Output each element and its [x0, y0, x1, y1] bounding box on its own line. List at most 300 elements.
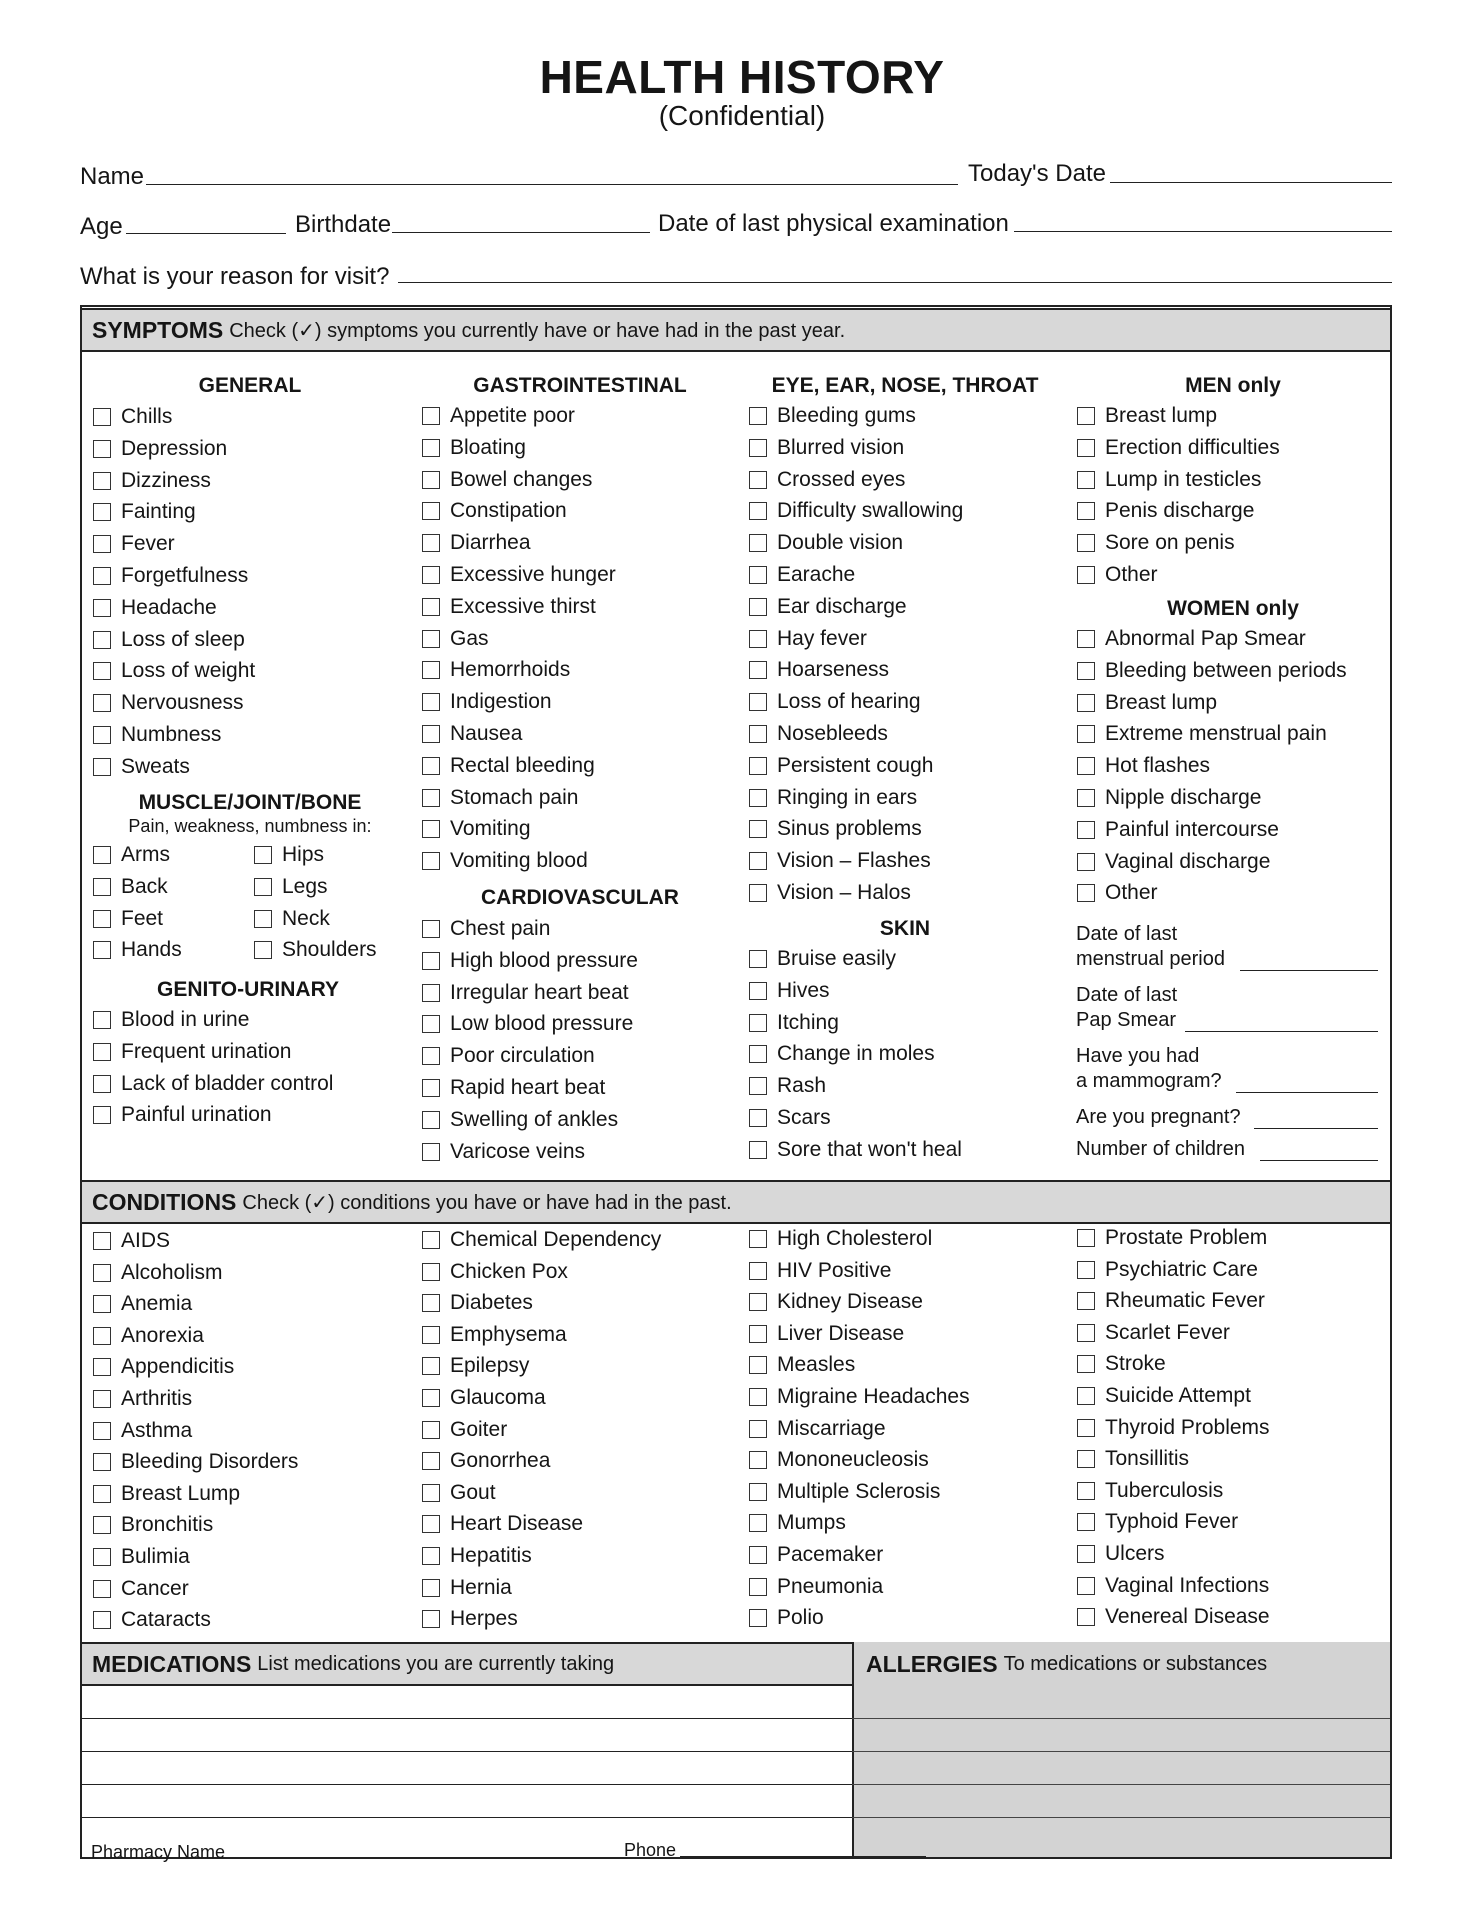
checkbox-box[interactable] [1077, 407, 1095, 425]
symptom-women-other-checkbox[interactable] [1077, 881, 1158, 905]
symptom-frequent-urination-checkbox[interactable] [93, 1040, 291, 1064]
checkbox-box[interactable] [749, 471, 767, 489]
checkbox-box[interactable] [1077, 1387, 1095, 1405]
checkbox-box[interactable] [93, 910, 111, 928]
symptom-persistent-cough-checkbox[interactable] [749, 754, 933, 778]
condition-appendicitis-checkbox[interactable] [93, 1355, 234, 1379]
checkbox-box[interactable] [422, 1515, 440, 1533]
symptom-excessive-hunger-checkbox[interactable] [422, 563, 616, 587]
symptom-blood-in-urine-checkbox[interactable] [93, 1008, 249, 1032]
checkbox-box[interactable] [422, 789, 440, 807]
checkbox-box[interactable] [1077, 630, 1095, 648]
checkbox-box[interactable] [1077, 1577, 1095, 1595]
symptom-hay-fever-checkbox[interactable] [749, 627, 867, 651]
reason-field[interactable] [398, 282, 1392, 283]
condition-measles-checkbox[interactable] [749, 1353, 855, 1377]
condition-anemia-checkbox[interactable] [93, 1292, 192, 1316]
symptom-men-other-checkbox[interactable] [1077, 563, 1158, 587]
condition-pacemaker-checkbox[interactable] [749, 1543, 883, 1567]
checkbox-box[interactable] [422, 920, 440, 938]
symptom-vomiting-checkbox[interactable] [422, 817, 531, 841]
pharmacy-field[interactable] [236, 1858, 618, 1859]
condition-chemical-dependency-checkbox[interactable] [422, 1228, 661, 1252]
checkbox-box[interactable] [422, 471, 440, 489]
medication-line[interactable] [82, 1817, 934, 1818]
checkbox-box[interactable] [93, 1043, 111, 1061]
checkbox-box[interactable] [93, 941, 111, 959]
checkbox-box[interactable] [749, 1230, 767, 1248]
checkbox-box[interactable] [422, 984, 440, 1002]
checkbox-box[interactable] [1077, 1545, 1095, 1563]
checkbox-box[interactable] [1077, 725, 1095, 743]
checkbox-box[interactable] [749, 598, 767, 616]
checkbox-box[interactable] [1077, 1419, 1095, 1437]
symptom-double-vision-checkbox[interactable] [749, 531, 903, 555]
checkbox-box[interactable] [749, 502, 767, 520]
checkbox-box[interactable] [422, 1547, 440, 1565]
allergy-line[interactable] [852, 1784, 1390, 1785]
checkbox-box[interactable] [422, 439, 440, 457]
checkbox-box[interactable] [1077, 789, 1095, 807]
checkbox-box[interactable] [1077, 566, 1095, 584]
checkbox-box[interactable] [93, 846, 111, 864]
children-field[interactable] [1260, 1160, 1378, 1161]
condition-high-cholesterol-checkbox[interactable] [749, 1227, 932, 1251]
checkbox-box[interactable] [1077, 1261, 1095, 1279]
symptom-constipation-checkbox[interactable] [422, 499, 567, 523]
checkbox-box[interactable] [749, 1109, 767, 1127]
checkbox-box[interactable] [749, 1045, 767, 1063]
age-field[interactable] [126, 233, 286, 234]
condition-hernia-checkbox[interactable] [422, 1576, 512, 1600]
symptom-low-blood-pressure-checkbox[interactable] [422, 1012, 633, 1036]
symptom-excessive-thirst-checkbox[interactable] [422, 595, 596, 619]
checkbox-box[interactable] [749, 1609, 767, 1627]
condition-cancer-checkbox[interactable] [93, 1577, 189, 1601]
checkbox-box[interactable] [422, 1263, 440, 1281]
checkbox-box[interactable] [93, 1232, 111, 1250]
condition-alcoholism-checkbox[interactable] [93, 1261, 223, 1285]
checkbox-box[interactable] [422, 502, 440, 520]
condition-hepatitis-checkbox[interactable] [422, 1544, 532, 1568]
checkbox-box[interactable] [422, 1047, 440, 1065]
condition-arthritis-checkbox[interactable] [93, 1387, 192, 1411]
symptom-difficulty-swallowing-checkbox[interactable] [749, 499, 963, 523]
checkbox-box[interactable] [422, 1111, 440, 1129]
checkbox-box[interactable] [1077, 1355, 1095, 1373]
symptom-women-bleeding-between-periods-checkbox[interactable] [1077, 659, 1347, 683]
checkbox-box[interactable] [749, 1514, 767, 1532]
checkbox-box[interactable] [422, 952, 440, 970]
checkbox-box[interactable] [749, 566, 767, 584]
symptom-vision-halos-checkbox[interactable] [749, 881, 911, 905]
checkbox-box[interactable] [422, 1143, 440, 1161]
checkbox-box[interactable] [1077, 534, 1095, 552]
checkbox-box[interactable] [93, 631, 111, 649]
checkbox-box[interactable] [1077, 1608, 1095, 1626]
symptom-women-abnormal-pap-smear-checkbox[interactable] [1077, 627, 1306, 651]
medication-line[interactable] [82, 1718, 934, 1719]
checkbox-box[interactable] [254, 910, 272, 928]
checkbox-box[interactable] [93, 1327, 111, 1345]
phone-field[interactable] [680, 1856, 926, 1857]
checkbox-box[interactable] [422, 1579, 440, 1597]
condition-epilepsy-checkbox[interactable] [422, 1354, 529, 1378]
symptom-lack-of-bladder-control-checkbox[interactable] [93, 1072, 333, 1096]
checkbox-box[interactable] [422, 1389, 440, 1407]
condition-kidney-disease-checkbox[interactable] [749, 1290, 923, 1314]
checkbox-box[interactable] [749, 1483, 767, 1501]
mammogram-field[interactable] [1236, 1092, 1378, 1093]
checkbox-box[interactable] [93, 1611, 111, 1629]
checkbox-box[interactable] [93, 1264, 111, 1282]
checkbox-box[interactable] [749, 725, 767, 743]
condition-anorexia-checkbox[interactable] [93, 1324, 204, 1348]
checkbox-box[interactable] [1077, 853, 1095, 871]
symptom-fainting-checkbox[interactable] [93, 500, 196, 524]
condition-miscarriage-checkbox[interactable] [749, 1417, 886, 1441]
checkbox-box[interactable] [93, 1011, 111, 1029]
checkbox-box[interactable] [749, 693, 767, 711]
symptom-indigestion-checkbox[interactable] [422, 690, 552, 714]
condition-diabetes-checkbox[interactable] [422, 1291, 533, 1315]
symptom-bowel-changes-checkbox[interactable] [422, 468, 592, 492]
symptom-shoulders-checkbox[interactable] [254, 938, 377, 962]
condition-bronchitis-checkbox[interactable] [93, 1513, 213, 1537]
symptom-women-painful-intercourse-checkbox[interactable] [1077, 818, 1279, 842]
checkbox-box[interactable] [1077, 1513, 1095, 1531]
symptom-men-sore-on-penis-checkbox[interactable] [1077, 531, 1235, 555]
symptom-hoarseness-checkbox[interactable] [749, 658, 889, 682]
checkbox-box[interactable] [93, 503, 111, 521]
condition-goiter-checkbox[interactable] [422, 1418, 507, 1442]
checkbox-box[interactable] [749, 1451, 767, 1469]
checkbox-box[interactable] [749, 1293, 767, 1311]
checkbox-box[interactable] [749, 789, 767, 807]
symptom-rash-checkbox[interactable] [749, 1074, 826, 1098]
checkbox-box[interactable] [749, 820, 767, 838]
symptom-loss-of-sleep-checkbox[interactable] [93, 628, 245, 652]
checkbox-box[interactable] [93, 599, 111, 617]
checkbox-box[interactable] [1077, 1450, 1095, 1468]
checkbox-box[interactable] [422, 1452, 440, 1470]
symptom-men-penis-discharge-checkbox[interactable] [1077, 499, 1254, 523]
symptom-forgetfulness-checkbox[interactable] [93, 564, 248, 588]
symptom-women-vaginal-discharge-checkbox[interactable] [1077, 850, 1270, 874]
checkbox-box[interactable] [749, 982, 767, 1000]
checkbox-box[interactable] [1077, 662, 1095, 680]
checkbox-box[interactable] [422, 852, 440, 870]
condition-herpes-checkbox[interactable] [422, 1607, 518, 1631]
symptom-hands-checkbox[interactable] [93, 938, 182, 962]
checkbox-box[interactable] [93, 1106, 111, 1124]
checkbox-box[interactable] [93, 567, 111, 585]
symptom-sinus-problems-checkbox[interactable] [749, 817, 922, 841]
symptom-nausea-checkbox[interactable] [422, 722, 522, 746]
checkbox-box[interactable] [749, 630, 767, 648]
checkbox-box[interactable] [93, 1358, 111, 1376]
condition-venereal-disease-checkbox[interactable] [1077, 1605, 1270, 1629]
condition-cataracts-checkbox[interactable] [93, 1608, 211, 1632]
condition-gout-checkbox[interactable] [422, 1481, 496, 1505]
checkbox-box[interactable] [93, 726, 111, 744]
symptom-diarrhea-checkbox[interactable] [422, 531, 531, 555]
checkbox-box[interactable] [749, 534, 767, 552]
condition-chicken-pox-checkbox[interactable] [422, 1260, 568, 1284]
condition-bulimia-checkbox[interactable] [93, 1545, 190, 1569]
checkbox-box[interactable] [93, 1580, 111, 1598]
checkbox-box[interactable] [93, 878, 111, 896]
condition-tonsillitis-checkbox[interactable] [1077, 1447, 1189, 1471]
checkbox-box[interactable] [422, 1357, 440, 1375]
checkbox-box[interactable] [422, 1421, 440, 1439]
checkbox-box[interactable] [93, 1485, 111, 1503]
symptom-fever-checkbox[interactable] [93, 532, 175, 556]
symptom-men-breast-lump-checkbox[interactable] [1077, 404, 1217, 428]
checkbox-box[interactable] [1077, 439, 1095, 457]
checkbox-box[interactable] [1077, 471, 1095, 489]
symptom-bleeding-gums-checkbox[interactable] [749, 404, 916, 428]
checkbox-box[interactable] [93, 1295, 111, 1313]
symptom-chest-pain-checkbox[interactable] [422, 917, 550, 941]
checkbox-box[interactable] [749, 1356, 767, 1374]
symptom-crossed-eyes-checkbox[interactable] [749, 468, 905, 492]
checkbox-box[interactable] [749, 1141, 767, 1159]
checkbox-box[interactable] [254, 941, 272, 959]
checkbox-box[interactable] [749, 757, 767, 775]
symptom-vomiting-blood-checkbox[interactable] [422, 849, 588, 873]
symptom-neck-checkbox[interactable] [254, 907, 330, 931]
checkbox-box[interactable] [749, 1325, 767, 1343]
condition-polio-checkbox[interactable] [749, 1606, 824, 1630]
symptom-loss-of-weight-checkbox[interactable] [93, 659, 255, 683]
checkbox-box[interactable] [749, 1262, 767, 1280]
birthdate-field[interactable] [392, 232, 650, 233]
condition-rheumatic-fever-checkbox[interactable] [1077, 1289, 1265, 1313]
symptom-women-extreme-menstrual-pain-checkbox[interactable] [1077, 722, 1327, 746]
condition-emphysema-checkbox[interactable] [422, 1323, 567, 1347]
checkbox-box[interactable] [749, 439, 767, 457]
checkbox-box[interactable] [749, 661, 767, 679]
pregnant-field[interactable] [1254, 1128, 1378, 1129]
symptom-change-in-moles-checkbox[interactable] [749, 1042, 935, 1066]
checkbox-box[interactable] [1077, 1324, 1095, 1342]
symptom-bruise-easily-checkbox[interactable] [749, 947, 896, 971]
checkbox-box[interactable] [1077, 821, 1095, 839]
condition-tuberculosis-checkbox[interactable] [1077, 1479, 1223, 1503]
checkbox-box[interactable] [422, 1294, 440, 1312]
symptom-men-lump-in-testicles-checkbox[interactable] [1077, 468, 1261, 492]
condition-thyroid-problems-checkbox[interactable] [1077, 1416, 1270, 1440]
symptom-back-checkbox[interactable] [93, 875, 168, 899]
symptom-stomach-pain-checkbox[interactable] [422, 786, 578, 810]
symptom-blurred-vision-checkbox[interactable] [749, 436, 904, 460]
checkbox-box[interactable] [422, 820, 440, 838]
checkbox-box[interactable] [422, 757, 440, 775]
checkbox-box[interactable] [93, 1075, 111, 1093]
checkbox-label: Hepatitis [450, 1544, 532, 1567]
symptom-ringing-in-ears-checkbox[interactable] [749, 786, 917, 810]
condition-migraine-headaches-checkbox[interactable] [749, 1385, 970, 1409]
symptom-irregular-heart-beat-checkbox[interactable] [422, 981, 629, 1005]
checkbox-box[interactable] [422, 1484, 440, 1502]
checkbox-box[interactable] [93, 408, 111, 426]
checkbox-box[interactable] [93, 758, 111, 776]
checkbox-box[interactable] [749, 884, 767, 902]
medication-line[interactable] [82, 1751, 934, 1752]
symptom-dizziness-checkbox[interactable] [93, 469, 211, 493]
checkbox-box[interactable] [749, 950, 767, 968]
symptom-men-erection-difficulties-checkbox[interactable] [1077, 436, 1280, 460]
medication-line[interactable] [82, 1784, 934, 1785]
symptom-ear-discharge-checkbox[interactable] [749, 595, 907, 619]
symptom-swelling-of-ankles-checkbox[interactable] [422, 1108, 618, 1132]
checkbox-box[interactable] [749, 1420, 767, 1438]
last-physical-label: Date of last physical examination [658, 210, 1009, 237]
checkbox-label: Suicide Attempt [1105, 1384, 1251, 1407]
mammogram-label [1076, 1044, 1222, 1094]
condition-hiv-positive-checkbox[interactable] [749, 1259, 891, 1283]
checkbox-box[interactable] [749, 1546, 767, 1564]
symptom-nervousness-checkbox[interactable] [93, 691, 244, 715]
symptom-depression-checkbox[interactable] [93, 437, 227, 461]
checkbox-box[interactable] [1077, 694, 1095, 712]
condition-stroke-checkbox[interactable] [1077, 1352, 1166, 1376]
checkbox-box[interactable] [422, 1231, 440, 1249]
symptom-hives-checkbox[interactable] [749, 979, 830, 1003]
condition-multiple-sclerosis-checkbox[interactable] [749, 1480, 940, 1504]
symptom-numbness-checkbox[interactable] [93, 723, 221, 747]
checkbox-box[interactable] [749, 1388, 767, 1406]
checkbox-box[interactable] [93, 472, 111, 490]
condition-gonorrhea-checkbox[interactable] [422, 1449, 550, 1473]
symptom-legs-checkbox[interactable] [254, 875, 328, 899]
condition-heart-disease-checkbox[interactable] [422, 1512, 583, 1536]
checkbox-box[interactable] [93, 694, 111, 712]
symptom-itching-checkbox[interactable] [749, 1011, 839, 1035]
checkbox-box[interactable] [93, 1453, 111, 1471]
last-pap-smear-field[interactable] [1185, 1031, 1378, 1032]
symptom-chills-checkbox[interactable] [93, 405, 172, 429]
symptom-scars-checkbox[interactable] [749, 1106, 831, 1130]
symptom-feet-checkbox[interactable] [93, 907, 163, 931]
symptom-arms-checkbox[interactable] [93, 843, 170, 867]
checkbox-box[interactable] [93, 1516, 111, 1534]
symptom-rapid-heart-beat-checkbox[interactable] [422, 1076, 605, 1100]
symptom-sweats-checkbox[interactable] [93, 755, 190, 779]
checkbox-box[interactable] [422, 1015, 440, 1033]
checkbox-box[interactable] [254, 846, 272, 864]
symptom-varicose-veins-checkbox[interactable] [422, 1140, 585, 1164]
checkbox-box[interactable] [749, 407, 767, 425]
symptom-rectal-bleeding-checkbox[interactable] [422, 754, 595, 778]
condition-liver-disease-checkbox[interactable] [749, 1322, 904, 1346]
checkbox-box[interactable] [422, 407, 440, 425]
checkbox-box[interactable] [1077, 884, 1095, 902]
condition-suicide-attempt-checkbox[interactable] [1077, 1384, 1251, 1408]
last-period-field[interactable] [1240, 970, 1378, 971]
symptom-women-nipple-discharge-checkbox[interactable] [1077, 786, 1261, 810]
checkbox-box[interactable] [422, 1610, 440, 1628]
checkbox-box[interactable] [422, 693, 440, 711]
symptom-sore-that-won-t-heal-checkbox[interactable] [749, 1138, 962, 1162]
checkbox-box[interactable] [1077, 1292, 1095, 1310]
symptom-poor-circulation-checkbox[interactable] [422, 1044, 595, 1068]
checkbox-box[interactable] [254, 878, 272, 896]
symptom-nosebleeds-checkbox[interactable] [749, 722, 888, 746]
condition-mumps-checkbox[interactable] [749, 1511, 846, 1535]
checkbox-box[interactable] [93, 1548, 111, 1566]
checkbox-box[interactable] [422, 598, 440, 616]
condition-scarlet-fever-checkbox[interactable] [1077, 1321, 1230, 1345]
checkbox-box[interactable] [422, 630, 440, 648]
checkbox-box[interactable] [422, 566, 440, 584]
checkbox-box[interactable] [93, 1390, 111, 1408]
symptom-bloating-checkbox[interactable] [422, 436, 526, 460]
symptom-gas-checkbox[interactable] [422, 627, 489, 651]
symptom-appetite-poor-checkbox[interactable] [422, 404, 575, 428]
condition-prostate-problem-checkbox[interactable] [1077, 1226, 1267, 1250]
checkbox-box[interactable] [422, 1326, 440, 1344]
allergy-line[interactable] [852, 1718, 1390, 1719]
condition-bleeding-disorders-checkbox[interactable] [93, 1450, 298, 1474]
checkbox-box[interactable] [93, 662, 111, 680]
condition-ulcers-checkbox[interactable] [1077, 1542, 1165, 1566]
condition-breast-lump-checkbox[interactable] [93, 1482, 240, 1506]
checkbox-box[interactable] [93, 535, 111, 553]
symptom-headache-checkbox[interactable] [93, 596, 217, 620]
checkbox-box[interactable] [422, 725, 440, 743]
checkbox-box[interactable] [93, 1422, 111, 1440]
symptom-earache-checkbox[interactable] [749, 563, 855, 587]
symptom-high-blood-pressure-checkbox[interactable] [422, 949, 638, 973]
condition-psychiatric-care-checkbox[interactable] [1077, 1258, 1258, 1282]
symptom-vision-flashes-checkbox[interactable] [749, 849, 931, 873]
checkbox-box[interactable] [93, 440, 111, 458]
checkbox-box[interactable] [1077, 1229, 1095, 1247]
symptom-women-hot-flashes-checkbox[interactable] [1077, 754, 1210, 778]
checkbox-box[interactable] [422, 1079, 440, 1097]
symptom-women-breast-lump-checkbox[interactable] [1077, 691, 1217, 715]
symptom-hemorrhoids-checkbox[interactable] [422, 658, 570, 682]
allergy-line[interactable] [852, 1751, 1390, 1752]
condition-asthma-checkbox[interactable] [93, 1419, 192, 1443]
allergy-line[interactable] [852, 1817, 1390, 1818]
todays-date-field[interactable] [1110, 182, 1392, 183]
checkbox-box[interactable] [422, 534, 440, 552]
condition-glaucoma-checkbox[interactable] [422, 1386, 546, 1410]
checkbox-box[interactable] [1077, 757, 1095, 775]
checkbox-box[interactable] [422, 661, 440, 679]
symptom-loss-of-hearing-checkbox[interactable] [749, 690, 921, 714]
name-field[interactable] [146, 184, 958, 185]
symptom-painful-urination-checkbox[interactable] [93, 1103, 272, 1127]
checkbox-label: Hemorrhoids [450, 658, 571, 682]
last-physical-field[interactable] [1014, 231, 1392, 232]
checkbox-box[interactable] [749, 1014, 767, 1032]
condition-aids-checkbox[interactable] [93, 1229, 170, 1253]
checkbox-box[interactable] [749, 852, 767, 870]
condition-vaginal-infections-checkbox[interactable] [1077, 1574, 1269, 1598]
checkbox-box[interactable] [1077, 1482, 1095, 1500]
condition-mononeucleosis-checkbox[interactable] [749, 1448, 929, 1472]
condition-pneumonia-checkbox[interactable] [749, 1575, 883, 1599]
checkbox-box[interactable] [749, 1077, 767, 1095]
checkbox-box[interactable] [749, 1578, 767, 1596]
condition-typhoid-fever-checkbox[interactable] [1077, 1510, 1238, 1534]
symptom-hips-checkbox[interactable] [254, 843, 324, 867]
checkbox-box[interactable] [1077, 502, 1095, 520]
